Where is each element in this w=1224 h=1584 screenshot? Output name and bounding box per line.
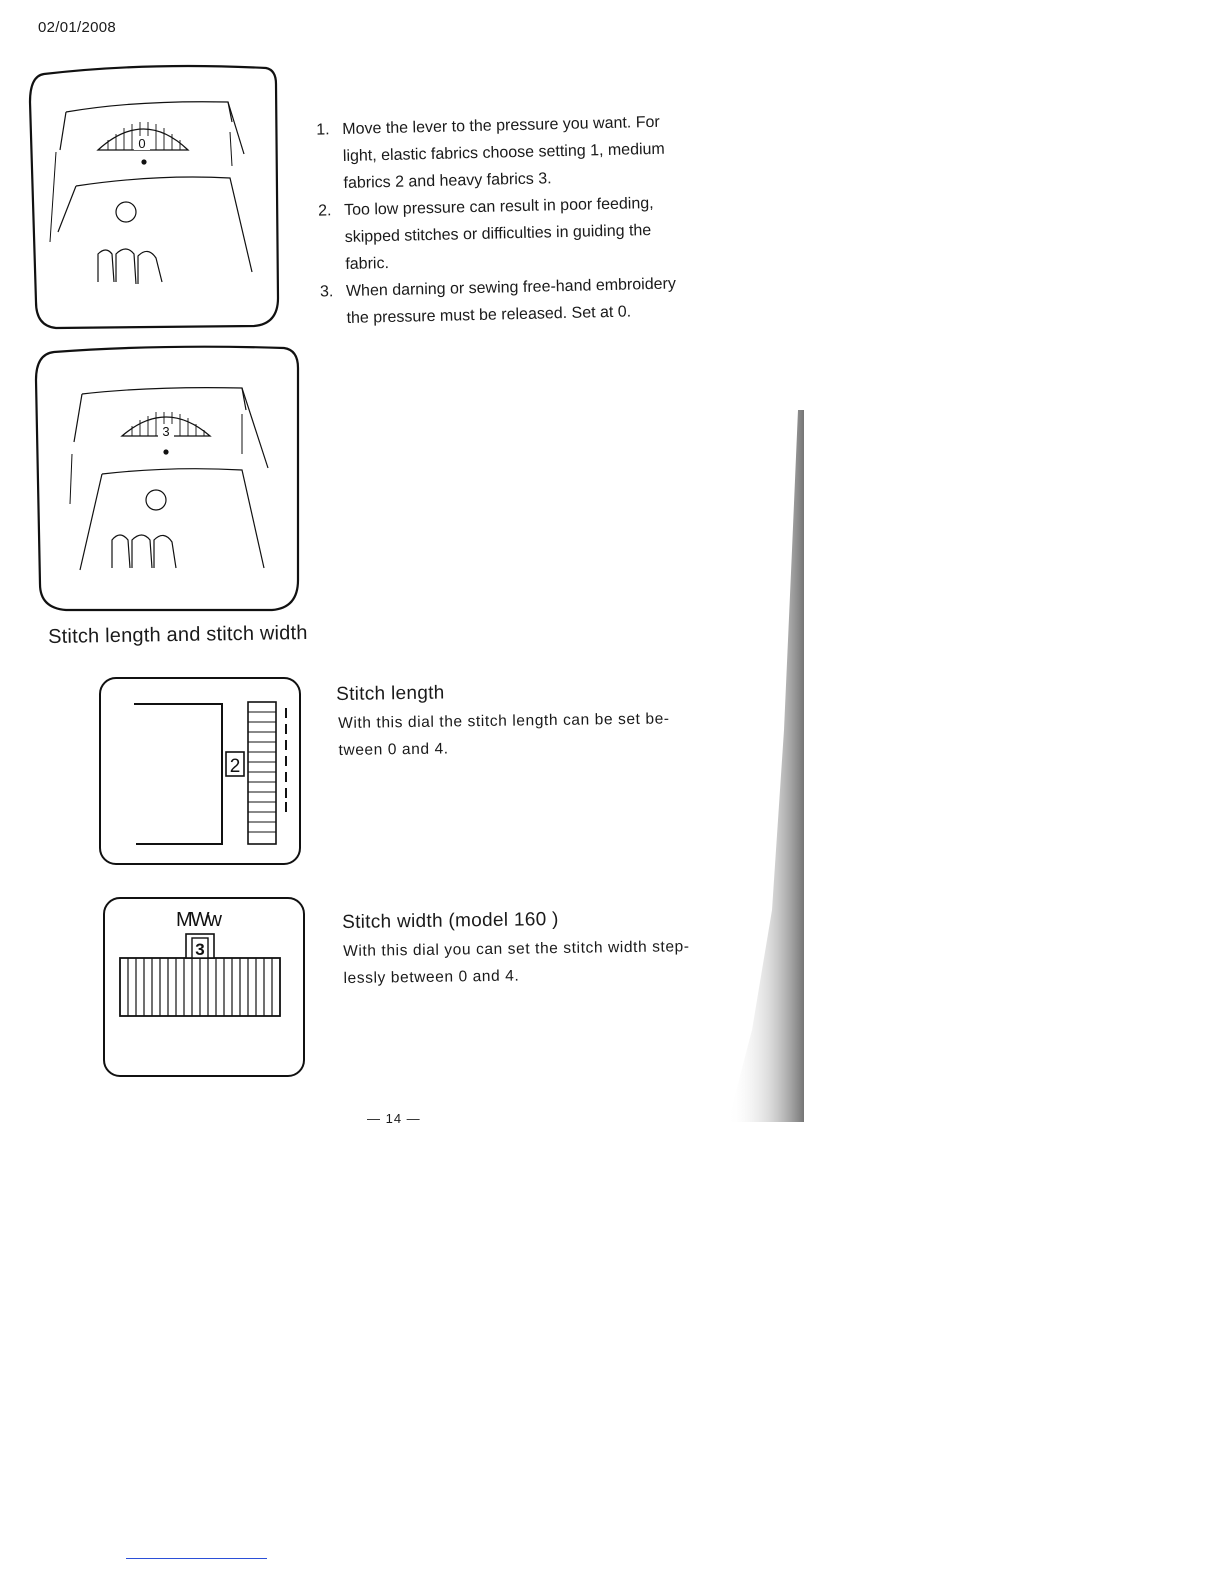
step-number: 1. [316, 121, 330, 139]
bottom-rule [126, 1558, 267, 1559]
step-line: Too low pressure can result in poor feeding, [343, 194, 654, 219]
pressure-dial-illustration-3 [32, 344, 302, 614]
print-date: 02/01/2008 [38, 19, 117, 36]
description-line: With this dial you can set the stitch width step- [343, 938, 690, 960]
description-line: With this dial the stitch length can be set be- [338, 710, 670, 732]
zigzag-symbol: MWw [176, 909, 220, 931]
step-line: When darning or sewing free-hand embroidery [345, 275, 677, 300]
section-heading: Stitch length and stitch width [48, 621, 308, 648]
pressure-dial-value: 3 [162, 424, 170, 439]
step-number: 2. [317, 202, 332, 220]
pressure-dial-value: 0 [138, 136, 146, 151]
scan-shadow [722, 410, 804, 1122]
stitch-length-dial-illustration [98, 676, 304, 866]
pressure-dial-illustration-0 [26, 62, 282, 332]
step-line: fabric. [345, 254, 390, 273]
step-line: the pressure must be released. Set at 0. [346, 303, 632, 327]
step-1 [316, 109, 674, 197]
step-number: 3. [319, 283, 334, 301]
step-line: skipped stitches or difficulties in guiding the [344, 222, 652, 246]
pressure-instructions [316, 109, 677, 332]
stitch-length-dial-value: 2 [229, 756, 241, 777]
step-2 [317, 189, 676, 277]
page-number: — 14 — [367, 1111, 421, 1126]
step-line: light, elastic fabrics choose setting 1, medium [342, 140, 665, 165]
description-line: tween 0 and 4. [338, 740, 449, 759]
stitch-length-title: Stitch length [336, 682, 445, 705]
step-line: fabrics 2 and heavy fabrics 3. [343, 170, 552, 192]
stitch-width-dial-value: 3 [195, 940, 205, 959]
stitch-width-title: Stitch width (model 160 ) [342, 908, 559, 933]
stitch-width-dial-illustration [102, 896, 308, 1080]
stitch-width-description [343, 933, 690, 992]
description-line: lessly between 0 and 4. [343, 967, 520, 987]
stitch-length-description [338, 705, 670, 764]
step-line: Move the lever to the pressure you want. For [342, 113, 660, 138]
step-3 [319, 270, 677, 331]
